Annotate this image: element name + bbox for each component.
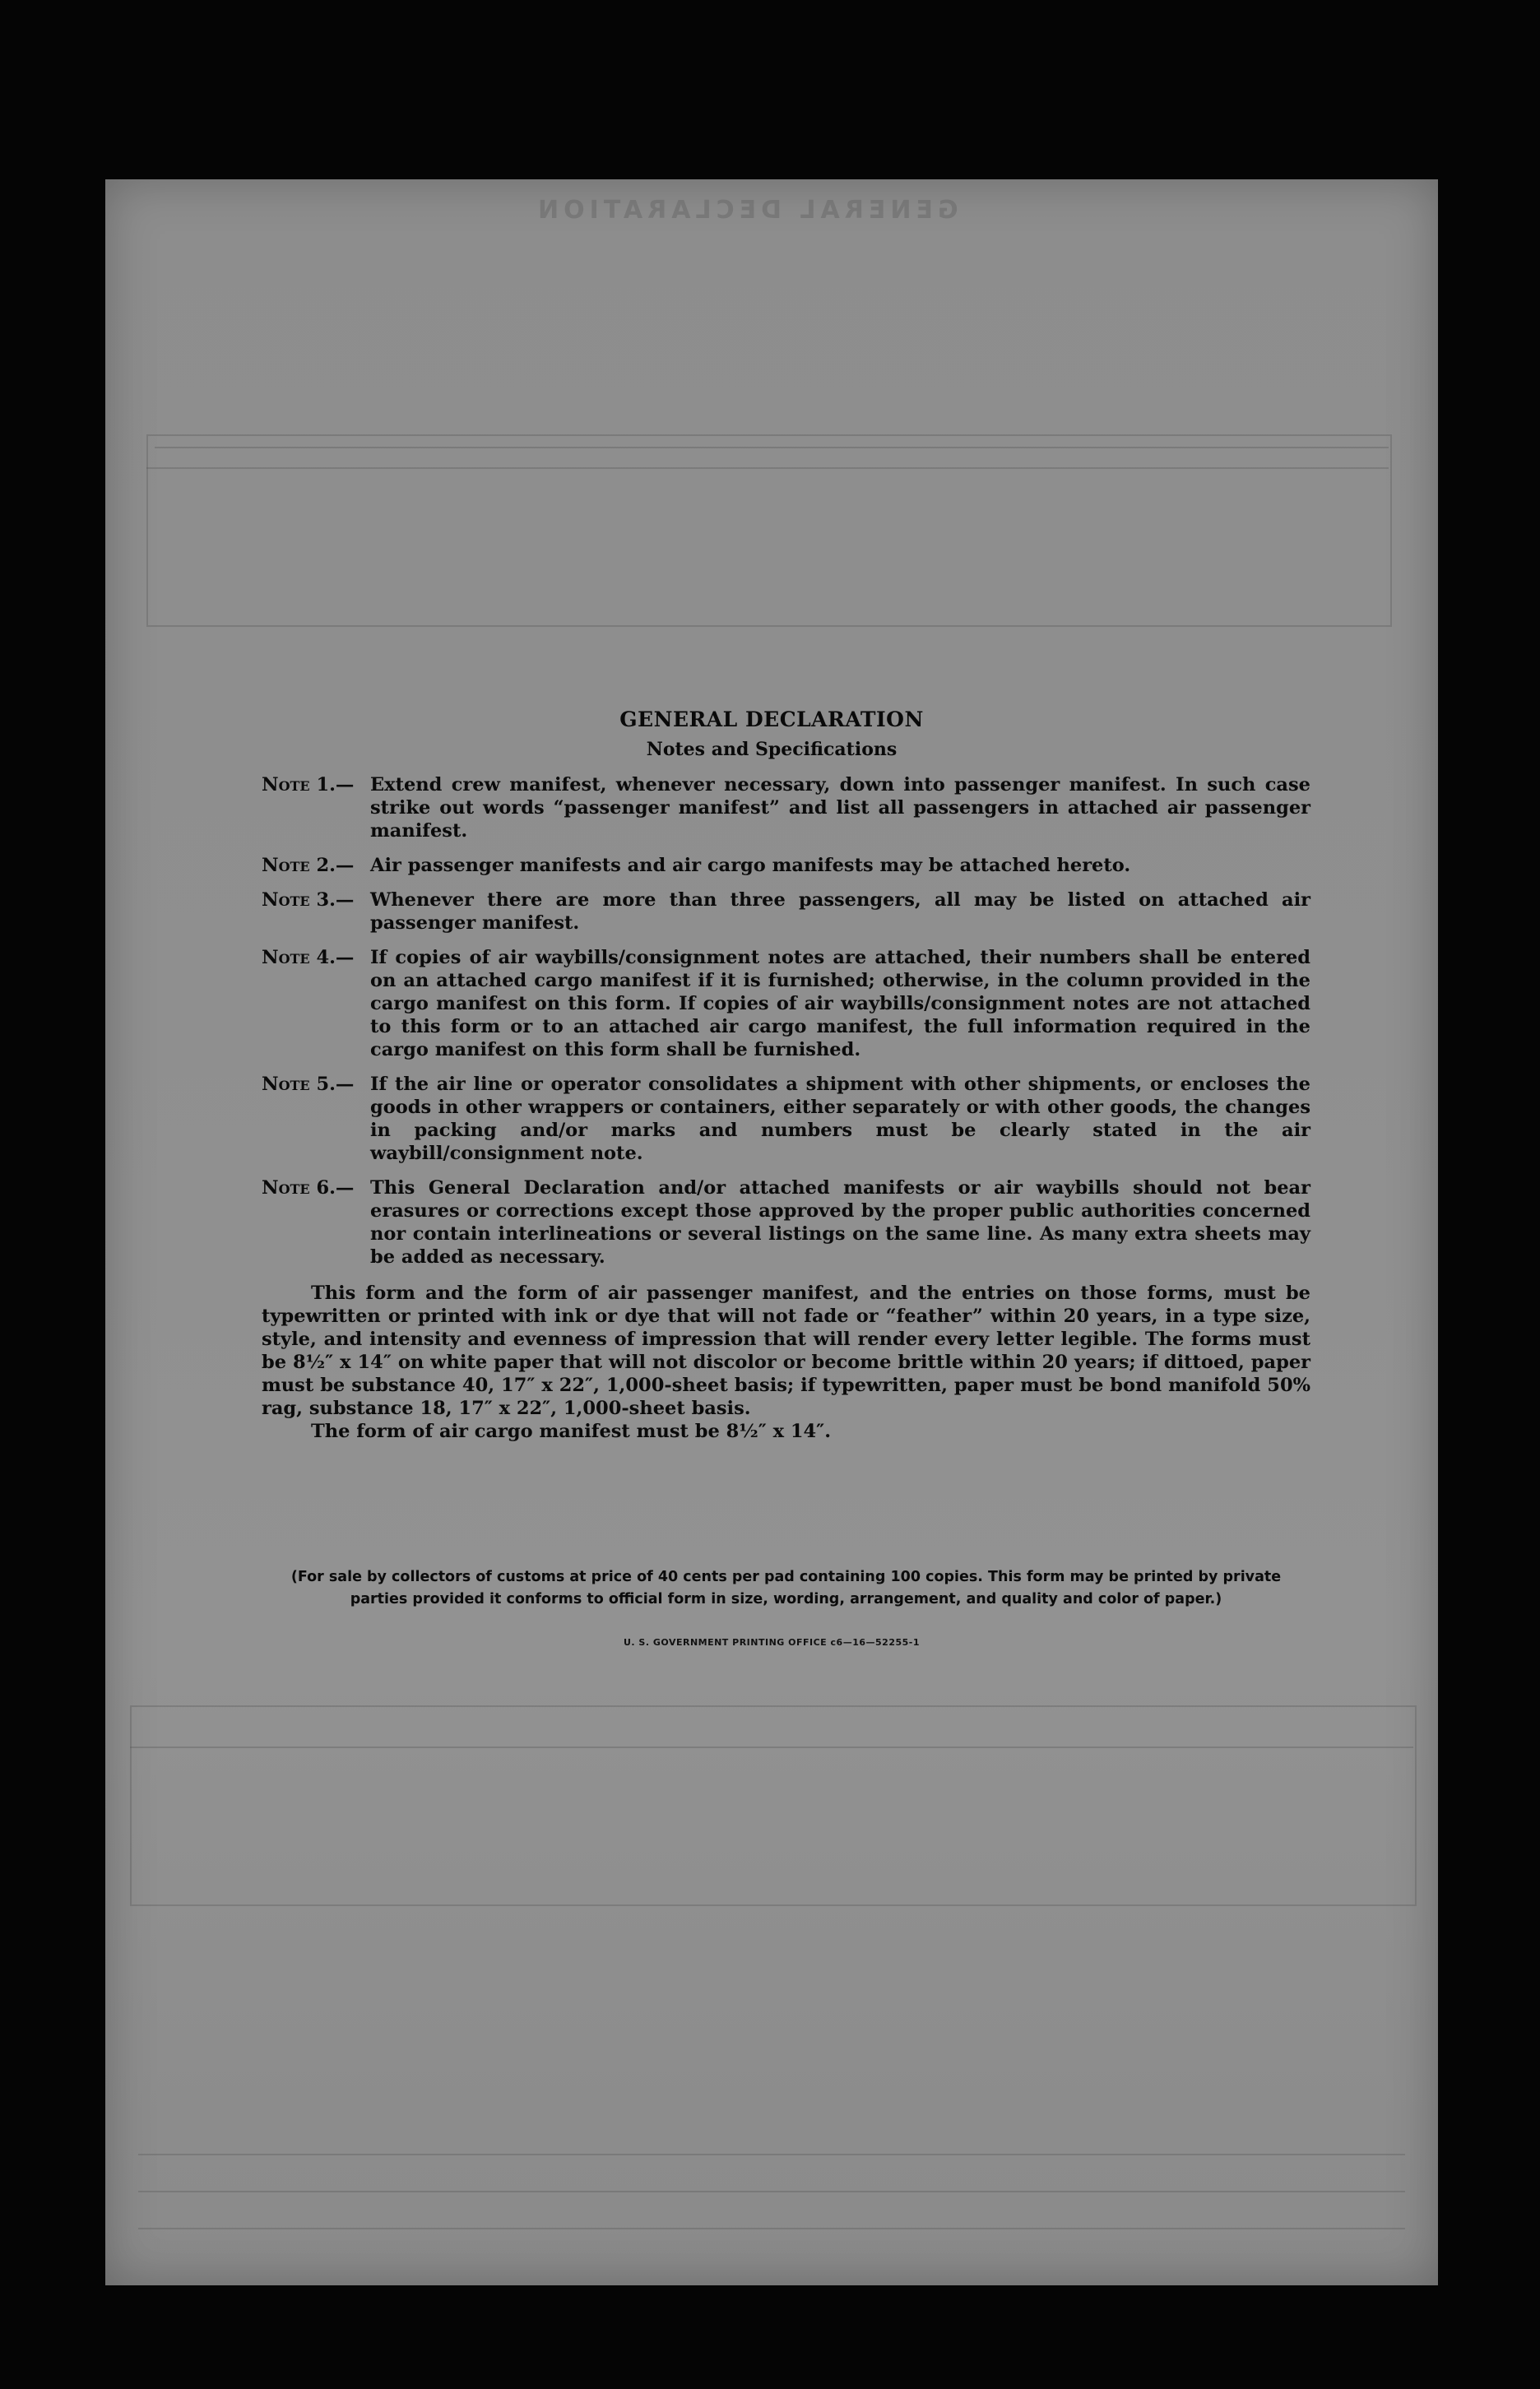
bleed-through-rule	[146, 467, 1389, 469]
page-subtitle: Notes and Specifications	[646, 739, 898, 760]
page-title: GENERAL DECLARATION	[619, 707, 924, 731]
note-item	[262, 1176, 1310, 1269]
sale-notice: (For sale by collectors of customs at price of 40 cents per pad containing 100 copies. This form may be printed by private parties provided it conforms to official form in size, wording, arrangement, and quality and color of paper.)	[290, 1569, 1282, 1607]
bleed-through-header: GENERAL DECLARATION	[533, 196, 958, 225]
note-item	[262, 773, 1310, 842]
bleed-through-itinerary-box	[146, 434, 1392, 627]
note-item	[262, 946, 1310, 1061]
printer-line: U. S. GOVERNMENT PRINTING OFFICE c6—16—52255-1	[623, 1637, 920, 1648]
note-item	[262, 888, 1310, 935]
specification-paragraph: This form and the form of air passenger manifest, and the entries on those forms, must be typewritten or printed with ink or dye that will not fade or “feather” within 20 years, in a type size, style, and intensity and evenness of impression that will render every letter legible. The forms must be 8½″ x 14″ on white paper that will not discolor or become brittle within 20 years; if dittoed, paper must be substance 40, 17″ x 22″, 1,000-sheet basis; if typewritten, paper must be bond manifold 50% rag, substance 18, 17″ x 22″, 1,000-sheet basis.	[262, 1283, 1310, 1419]
specification-paragraph-last: The form of air cargo manifest must be 8½″ x 14″.	[311, 1421, 832, 1442]
note-label: Note 4.—	[262, 947, 355, 968]
note-label: Note 1.—	[262, 774, 355, 796]
note-text: Whenever there are more than three passengers, all may be listed on attached air passenger manifest.	[370, 889, 1310, 934]
document-sheet	[105, 179, 1438, 2285]
bleed-through-rule	[130, 1747, 1413, 1748]
note-text: If the air line or operator consolidates a shipment with other shipments, or encloses the goods in other wrappers or containers, either separately or with other goods, the changes in packing and/or marks and numbers must be clearly stated in the air waybill/consignment note.	[370, 1074, 1310, 1164]
note-label: Note 6.—	[262, 1177, 355, 1199]
note-text: If copies of air waybills/consignment notes are attached, their numbers shall be entered on an attached cargo manifest if it is furnished; otherwise, in the column provided in the cargo manifest on this form. If copies of air waybills/consignment notes are not attached to this form or to an attached air cargo manifest, the full information required in the cargo manifest on this form shall be furnished.	[370, 947, 1310, 1060]
notes-list	[262, 773, 1310, 1443]
note-text: This General Declaration and/or attached manifests or air waybills should not bear erasures or corrections except those approved by the proper public authorities concerned nor contain interlineations or several listings on the same line. As many extra sheets may be added as necessary.	[370, 1177, 1310, 1268]
bleed-through-rule	[138, 2154, 1405, 2155]
bleed-through-rule	[138, 2228, 1405, 2229]
note-label: Note 3.—	[262, 889, 355, 911]
note-text: Air passenger manifests and air cargo manifests may be attached hereto.	[370, 855, 1131, 876]
note-label: Note 2.—	[262, 855, 355, 876]
note-label: Note 5.—	[262, 1074, 355, 1095]
bleed-through-rule	[138, 2191, 1405, 2192]
note-item	[262, 854, 1310, 877]
bleed-through-cargo-box	[130, 1705, 1417, 1906]
note-text: Extend crew manifest, whenever necessary, down into passenger manifest. In such case strike out words “passenger manifest” and list all passengers in attached air passenger manifest.	[370, 774, 1310, 842]
note-item	[262, 1073, 1310, 1165]
